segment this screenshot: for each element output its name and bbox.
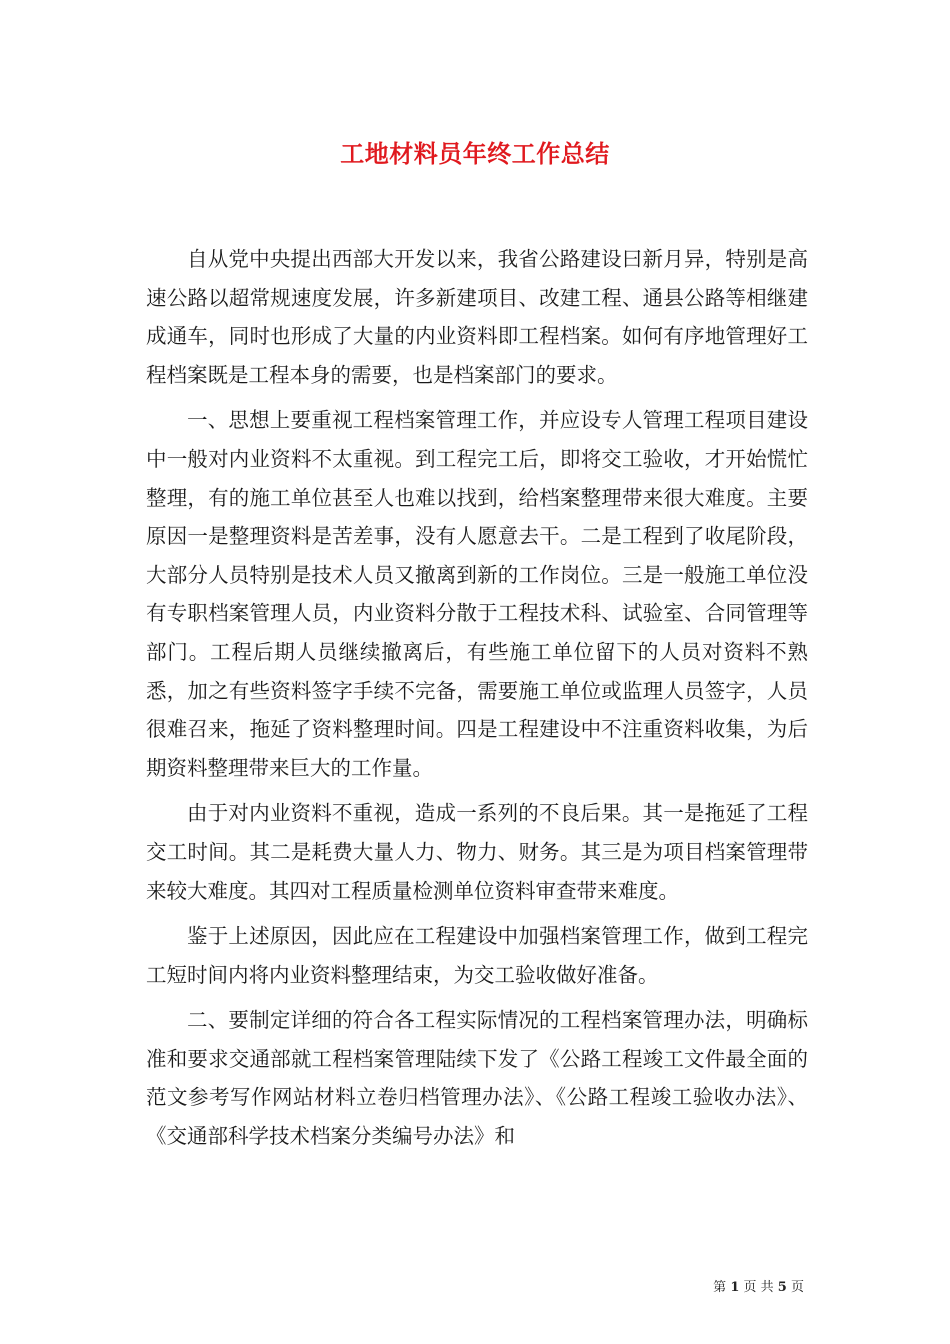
footer-total-pages: 5 [777, 1280, 787, 1295]
footer-middle: 页 共 [743, 1280, 774, 1295]
footer-prefix: 第 [713, 1280, 727, 1295]
paragraph-2: 一、思想上要重视工程档案管理工作，并应设专人管理工程项目建设中一般对内业资料不太重视。到工程完工后，即将交工验收，才开始慌忙整理，有的施工单位甚至人也难以找到，给档案整理带来很大难度。主要原因一是整理资料是苦差事，没有人愿意去干。二是工程到了收尾阶段，大部分人员特别是技术人员又撤离到新的工作岗位。三是一般施工单位没有专职档案管理人员，内业资料分散于工程技术科、试验室、合同管理等部门。工程后期人员继续撤离后，有些施工单位留下的人员对资料不熟悉，加之有些资料签字手续不完备，需要施工单位或监理人员签字，人员很难召来，拖延了资料整理时间。四是工程建设中不注重资料收集，为后期资料整理带来巨大的工作量。 [146, 408, 808, 780]
document-body [146, 240, 808, 1163]
paragraph-3: 由于对内业资料不重视，造成一系列的不良后果。其一是拖延了工程交工时间。其二是耗费大量人力、物力、财务。其三是为项目档案管理带来较大难度。其四对工程质量检测单位资料审查带来难度。 [146, 801, 808, 903]
page-footer [713, 1276, 804, 1295]
paragraph-4: 鉴于上述原因，因此应在工程建设中加强档案管理工作，做到工程完工短时间内将内业资料整理结束，为交工验收做好准备。 [146, 924, 808, 987]
footer-page-number: 1 [730, 1280, 740, 1295]
paragraph-1: 自从党中央提出西部大开发以来，我省公路建设曰新月异，特别是高速公路以超常规速度发展，许多新建项目、改建工程、通县公路等相继建成通车，同时也形成了大量的内业资料即工程档案。如何有序地管理好工程档案既是工程本身的需要，也是档案部门的要求。 [146, 247, 808, 387]
paragraph-5: 二、要制定详细的符合各工程实际情况的工程档案管理办法，明确标准和要求交通部就工程档案管理陆续下发了《公路工程竣工文件最全面的范文参考写作网站材料立卷归档管理办法》、《公路工程竣工验收办法》、《交通部科学技术档案分类编号办法》和 [146, 1008, 808, 1149]
document-title: 工地材料员年终工作总结 [340, 139, 610, 168]
footer-suffix: 页 [790, 1280, 804, 1295]
